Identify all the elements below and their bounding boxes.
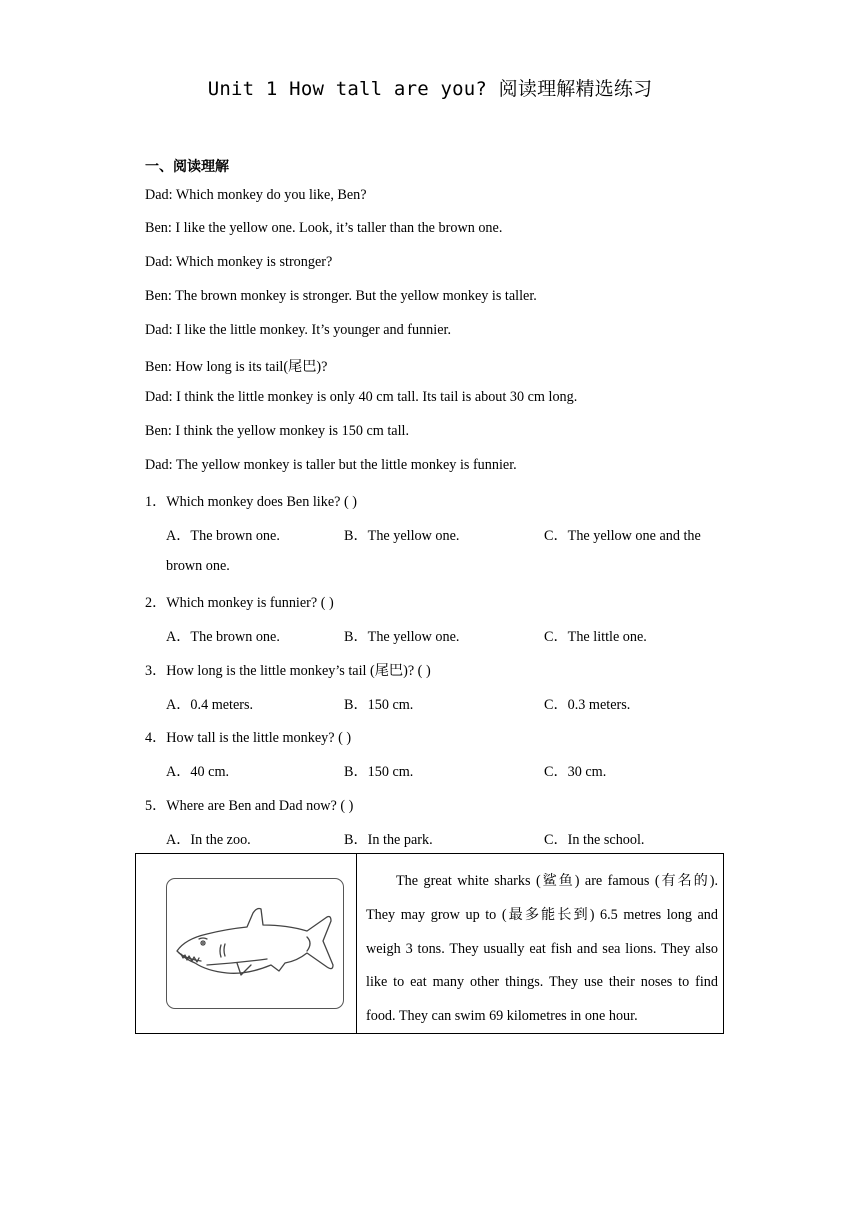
- dialogue-line: Dad: I think the little monkey is only 40 cm tall. Its tail is about 30 cm long.: [145, 389, 578, 405]
- q4-option-b: B．150 cm.: [344, 764, 414, 780]
- q3-option-a: A．0.4 meters.: [166, 697, 254, 713]
- question-2: 2．Which monkey is funnier? ( ): [145, 595, 334, 611]
- q5-option-b: B．In the park.: [344, 832, 433, 848]
- q5-option-c: C．In the school.: [544, 832, 645, 848]
- page-title: Unit 1 How tall are you? 阅读理解精选练习: [207, 78, 653, 100]
- dialogue-line: Ben: I like the yellow one. Look, it’s taller than the brown one.: [145, 220, 503, 236]
- q3-option-b: B．150 cm.: [344, 697, 414, 713]
- q1-option-b: B．The yellow one.: [344, 528, 460, 544]
- q2-option-c: C．The little one.: [544, 629, 647, 645]
- dialogue-line: Dad: The yellow monkey is taller but the little monkey is funnier.: [145, 457, 517, 473]
- question-1: 1．Which monkey does Ben like? ( ): [145, 494, 357, 510]
- q1-option-c: C．The yellow one and the: [544, 528, 701, 544]
- q1-option-c-continued: brown one.: [166, 558, 230, 574]
- q5-option-a: A．In the zoo.: [166, 832, 251, 848]
- question-5: 5．Where are Ben and Dad now? ( ): [145, 798, 354, 814]
- dialogue-line: Ben: The brown monkey is stronger. But the yellow monkey is taller.: [145, 288, 537, 304]
- shark-icon: [167, 879, 342, 1007]
- dialogue-line: Ben: How long is its tail(尾巴)?: [145, 359, 328, 375]
- table-divider: [356, 854, 357, 1033]
- dialogue-line: Dad: Which monkey is stronger?: [145, 254, 333, 270]
- dialogue-line: Dad: I like the little monkey. It’s younger and funnier.: [145, 322, 452, 338]
- shark-image-frame: [166, 878, 344, 1009]
- section-heading: 一、阅读理解: [145, 159, 229, 175]
- q1-option-a: A．The brown one.: [166, 528, 280, 544]
- question-3: 3．How long is the little monkey’s tail (尾巴)? ( ): [145, 663, 431, 679]
- q3-option-c: C．0.3 meters.: [544, 697, 631, 713]
- shark-passage-table: [135, 853, 724, 1034]
- dialogue-line: Dad: Which monkey do you like, Ben?: [145, 187, 367, 203]
- q4-option-c: C．30 cm.: [544, 764, 607, 780]
- question-4: 4．How tall is the little monkey? ( ): [145, 730, 352, 746]
- shark-passage: The great white sharks (鲨鱼) are famous (有名的). They may grow up to (最多能长到) 6.5 metres long and weigh 3 tons. They usually eat fish and sea lions. They also like to eat many other things. They use their noses to find food. They can swim 69 kilometres in one hour.: [366, 873, 718, 1025]
- q4-option-a: A．40 cm.: [166, 764, 230, 780]
- q2-option-a: A．The brown one.: [166, 629, 280, 645]
- q2-option-b: B．The yellow one.: [344, 629, 460, 645]
- dialogue-line: Ben: I think the yellow monkey is 150 cm tall.: [145, 423, 410, 439]
